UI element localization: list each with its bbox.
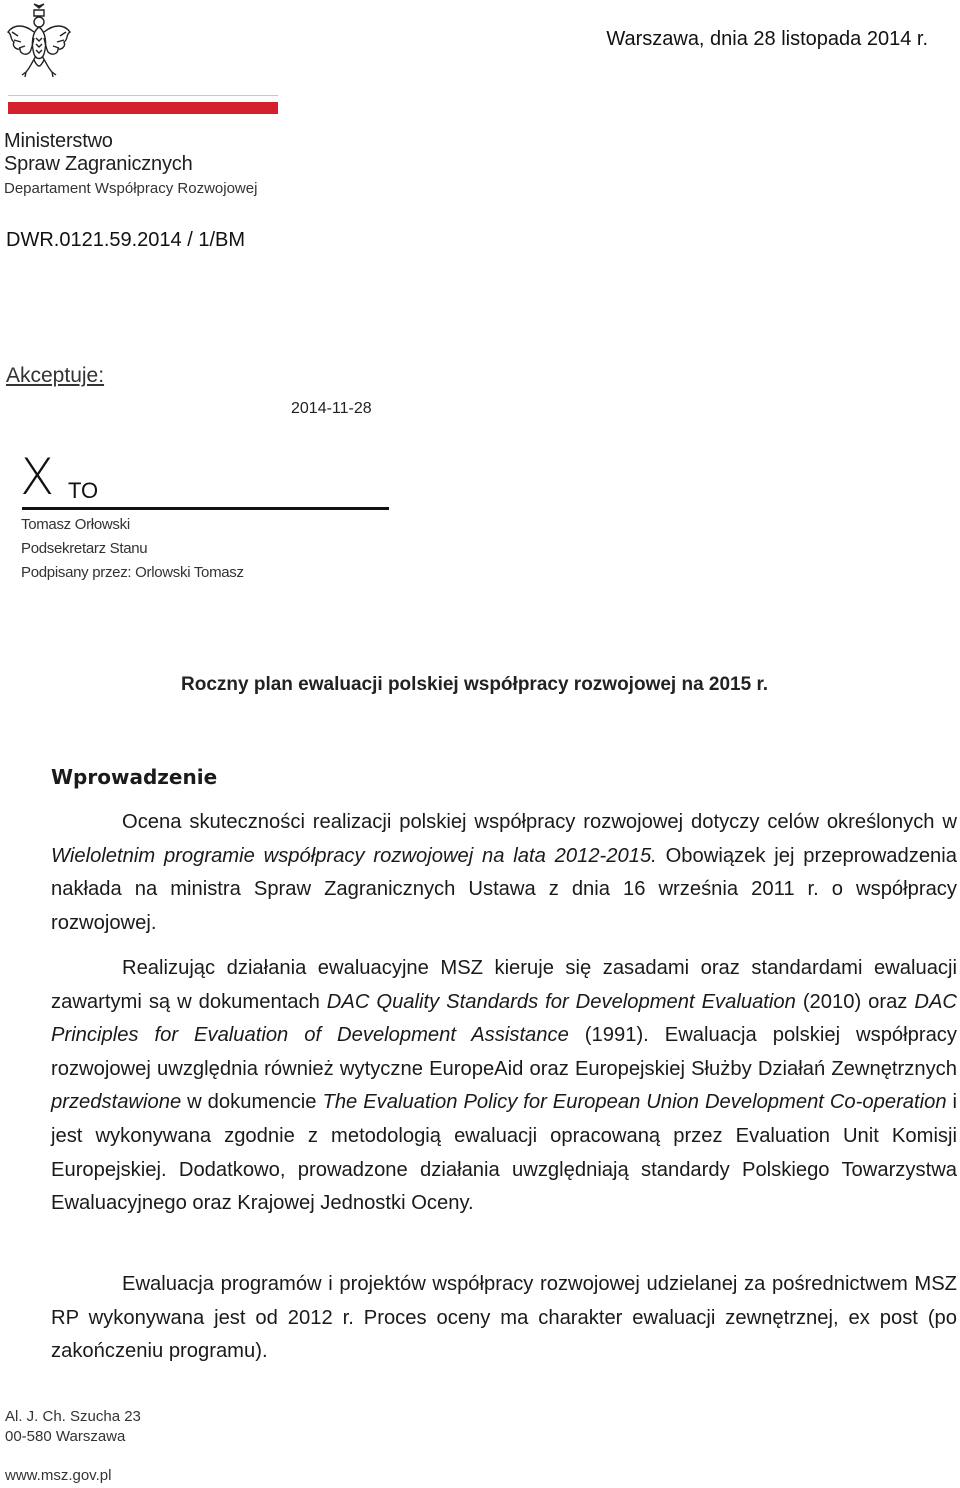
signature-initials: TO [68,478,99,503]
polish-eagle-emblem-icon [4,2,74,78]
approval-label: Akceptuje: [6,364,105,387]
footer-address-line2: 00-580 Warszawa [5,1428,126,1445]
signatory-role: Podsekretarz Stanu [21,540,148,557]
document-title: Roczny plan ewaluacji polskiej współpracy rozwojowej na 2015 r. [181,674,769,695]
paragraph-intro: Ocena skuteczności realizacji polskiej współpracy rozwojowej dotyczy celów określonych w Wieloletnim programie współpracy rozwojowej na lata 2012-2015. Obowiązek jej przeprowadzenia nakłada na ministra Spraw Zagranicznych Ustawa z dnia 16 września 2011 r. o współpracy rozwojowej. [51,811,957,934]
signature-mark: X [20,448,55,506]
section-heading: Wprowadzenie [51,765,218,789]
signature-line [22,507,389,510]
footer-website: www.msz.gov.pl [5,1467,112,1484]
signatory-name: Tomasz Orłowski [21,516,130,533]
paragraph-evaluation: Ewaluacja programów i projektów współpracy rozwojowej udzielanej za pośrednictwem MSZ RP wykonywana jest od 2012 r. Proces oceny ma charakter ewaluacji zewnętrznej, ex post (po zakończeniu programu). [51,1273,957,1363]
header-red-band [8,102,278,114]
footer-address-line1: Al. J. Ch. Szucha 23 [5,1408,141,1425]
header-grey-rule [8,95,278,96]
signed-by: Podpisany przez: Orlowski Tomasz [21,564,244,581]
document-reference: DWR.0121.59.2014 / 1/BM [6,229,246,251]
signature-date: 2014-11-28 [291,400,372,417]
document-date: Warszawa, dnia 28 listopada 2014 r. [606,28,928,50]
ministry-name-line1: Ministerstwo [4,130,113,152]
ministry-name-line2: Spraw Zagranicznych [4,153,193,175]
department-name: Departament Współpracy Rozwojowej [4,180,258,197]
paragraph-standards: Realizując działania ewaluacyjne MSZ kieruje się zasadami oraz standardami ewaluacji zawartymi są w dokumentach DAC Quality Standards for Development Evaluation (2010) oraz DAC Principles for Evaluation of Development Assistance (1991). Ewaluacja polskiej współpracy rozwojowej uwzględnia również wytyczne EuropeAid oraz Europejskiej Służby Działań Zewnętrznych przedstawione w dokumencie The Evaluation Policy for European Union Development Co-operation i jest wykonywana zgodnie z metodologią ewaluacji opracowaną przez Evaluation Unit Komisji Europejskiej. Dodatkowo, prowadzone działania uwzględniają standardy Polskiego Towarzystwa Ewaluacyjnego oraz Krajowej Jednostki Oceny. [51,957,958,1215]
